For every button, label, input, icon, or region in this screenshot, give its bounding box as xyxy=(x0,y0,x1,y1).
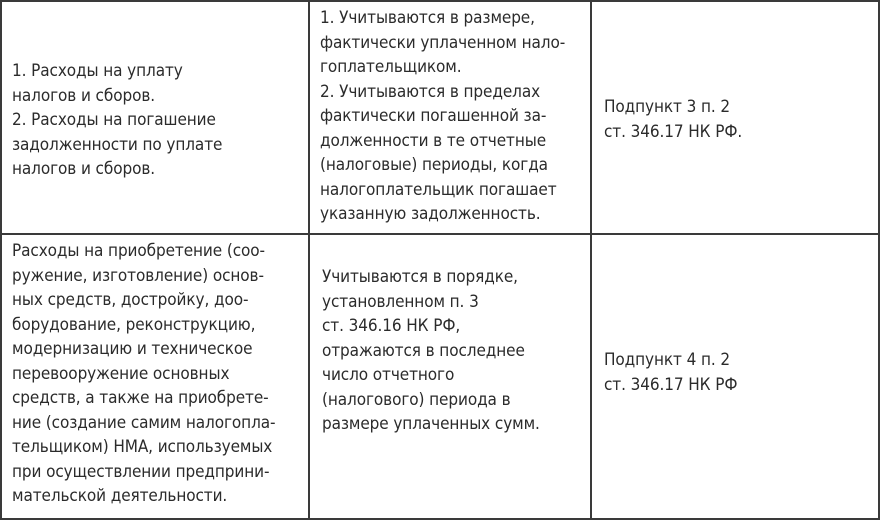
table-row xyxy=(2,235,878,518)
cell-text: Подпункт 3 п. 2 ст. 346.17 НК РФ. xyxy=(604,97,743,142)
cell-text: Расходы на приобретение (соо- ружение, изготовление) основ- ных средств, достройку, доо- борудование, реконструкцию, модернизацию и техническое перевооружение основных средств, а также на приобрете- ние (создание самим налогопла- тельщиком) НМА, используемых при осуществлении предприни- мательской деятельности. xyxy=(12,241,276,506)
cell-text: Учитываются в порядке, установленном п. 3 ст. 346.16 НК РФ, отражаются в последнее число отчетного (налогового) периода в размере уплаченных сумм. xyxy=(322,267,540,434)
cell-text: 1. Расходы на уплату налогов и сборов. 2. Расходы на погашение задолженности по уплате налогов и сборов. xyxy=(12,61,223,179)
table-cell-accounting-rule xyxy=(312,235,592,518)
table-cell-legal-reference xyxy=(594,2,878,233)
cell-text: Подпункт 4 п. 2 ст. 346.17 НК РФ xyxy=(604,350,738,395)
table-cell-accounting-rule xyxy=(312,2,592,233)
table-cell-expense-type xyxy=(2,2,310,233)
cell-text: 1. Учитываются в размере, фактически уплаченном нало- гоплательщиком. 2. Учитываются в пределах фактически погашенной за- долженности в те отчетные (налоговые) периоды, когда налогоплательщик погашает указанную задолженность. xyxy=(320,8,566,224)
table-cell-legal-reference xyxy=(594,235,878,518)
table-cell-expense-type xyxy=(2,235,310,518)
table-row xyxy=(2,2,878,235)
